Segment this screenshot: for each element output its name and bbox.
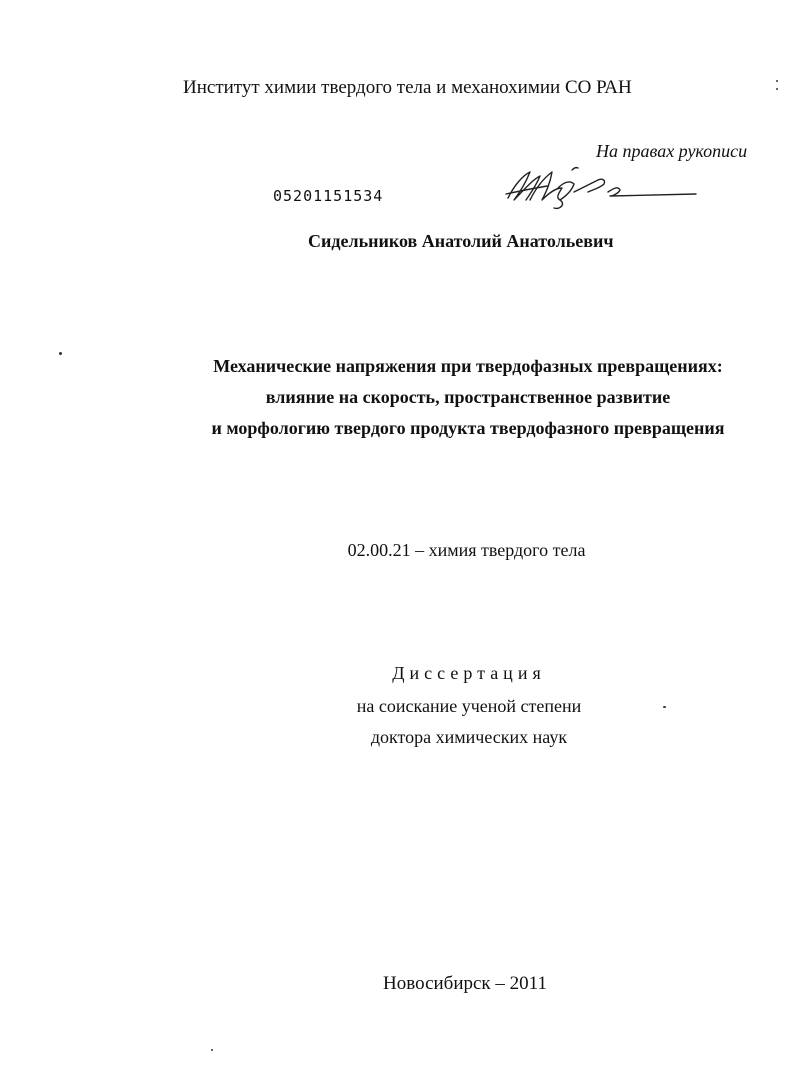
scan-speck <box>776 88 778 90</box>
scan-speck <box>663 706 666 708</box>
rights-note: На правах рукописи <box>596 141 748 161</box>
title-line-1: Механические напряжения при твердофазных превращениях: <box>213 356 723 376</box>
degree-line-1: на соискание ученой степени <box>356 696 582 716</box>
handwritten-signature-icon <box>500 158 700 214</box>
catalog-code: 05201151534 <box>273 187 384 205</box>
title-line-2: влияние на скорость, пространственное развитие <box>265 387 671 407</box>
degree-line-2: доктора химических наук <box>370 727 568 747</box>
city-year: Новосибирск – 2011 <box>383 973 547 994</box>
author-name: Сидельников Анатолий Анатольевич <box>308 231 614 251</box>
specialty-code: 02.00.21 – химия твердого тела <box>347 540 586 560</box>
institute-name: Институт химии твердого тела и механохимии СО РАН <box>183 77 632 98</box>
scan-speck <box>211 1049 213 1051</box>
scan-speck <box>776 80 778 82</box>
dissertation-type: Диссертация <box>392 663 546 683</box>
scan-speck <box>59 352 62 355</box>
title-line-3: и морфологию твердого продукта твердофазного превращения <box>211 418 725 438</box>
